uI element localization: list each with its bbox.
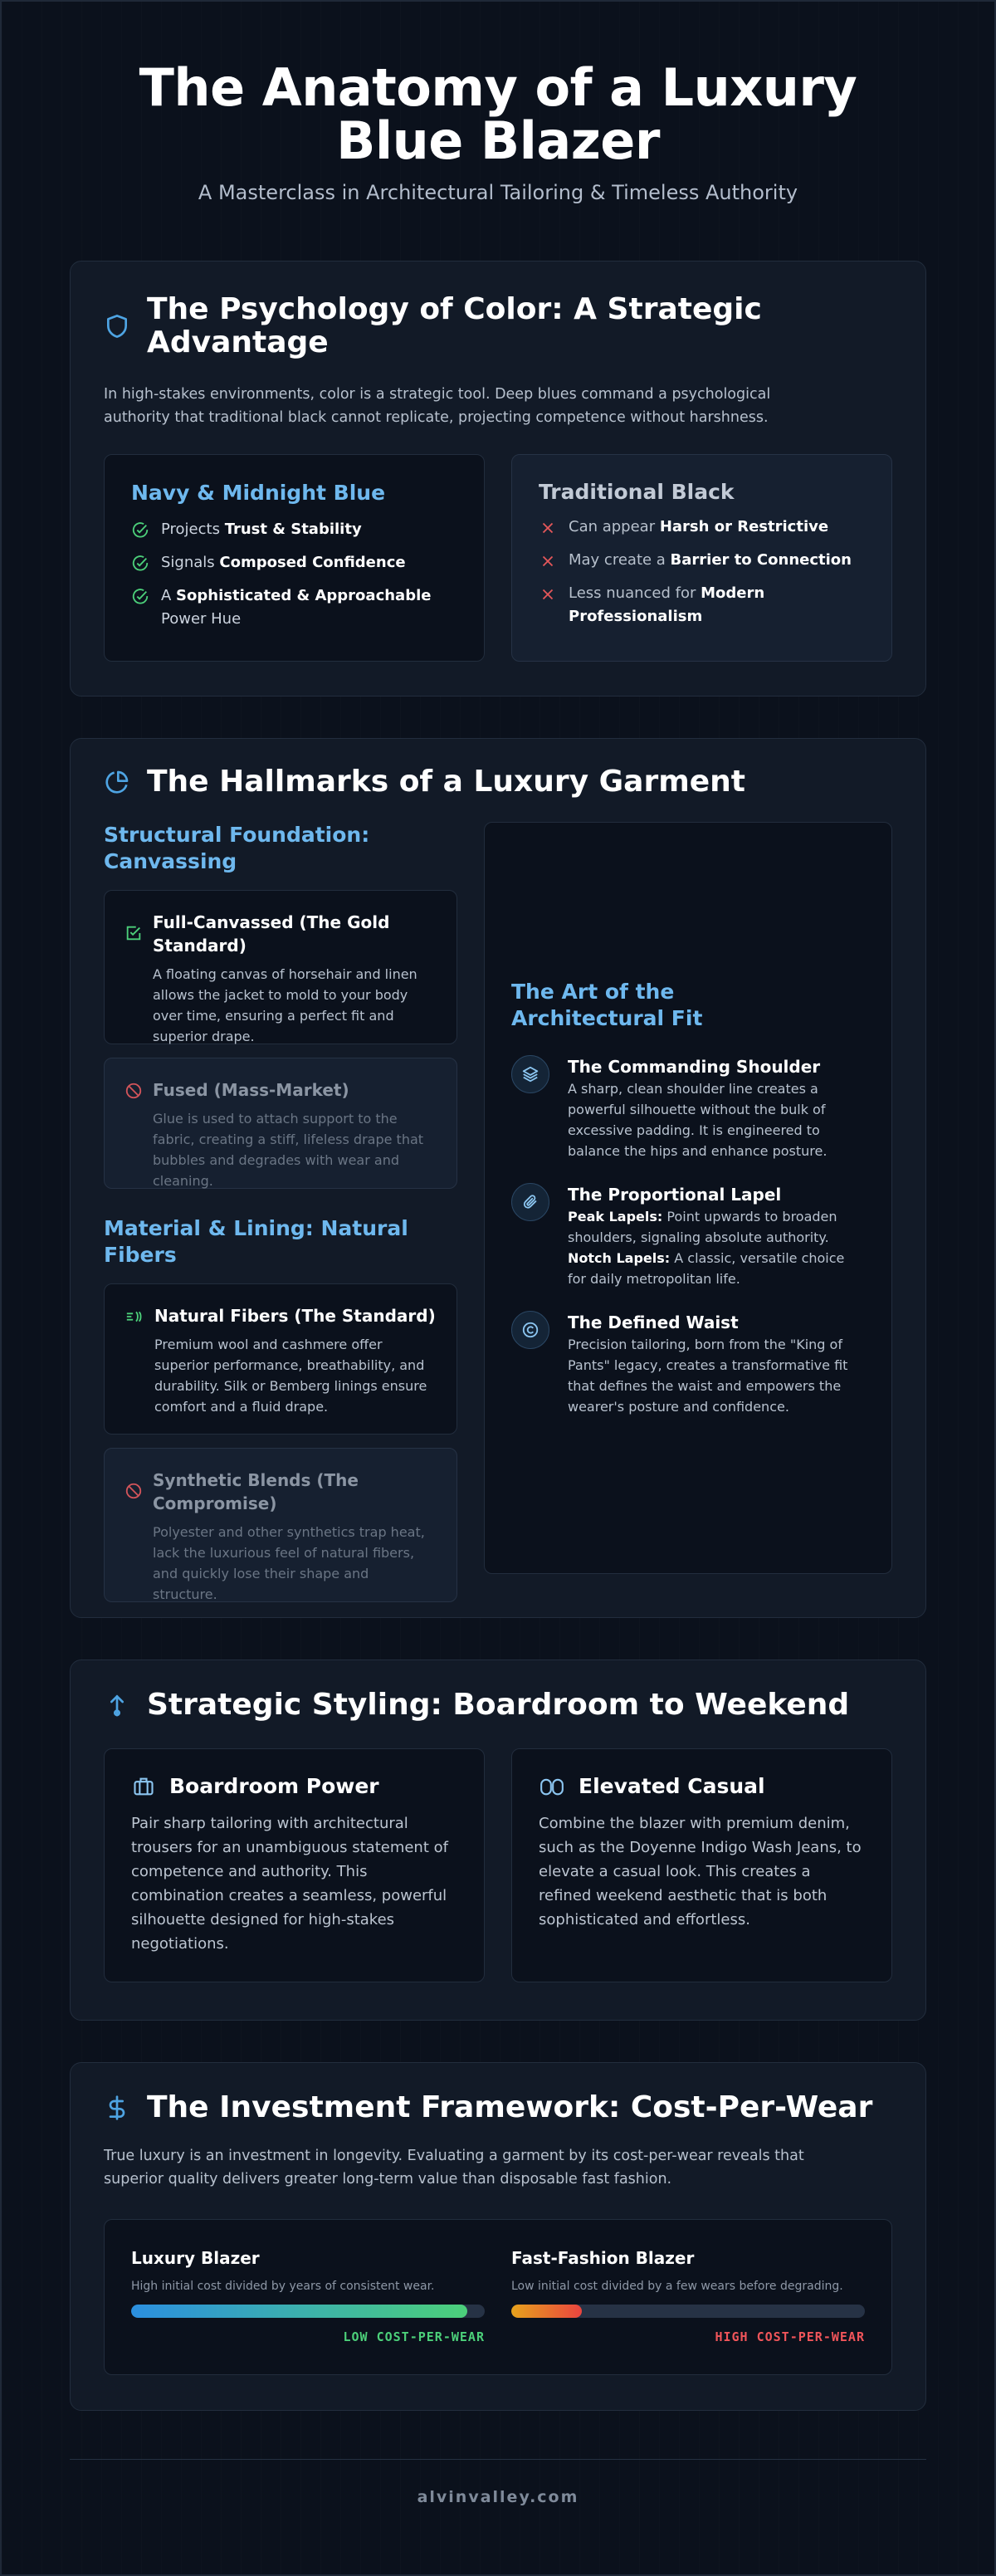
lapel-title: The Proportional Lapel [568, 1185, 782, 1205]
luxury-label: Luxury Blazer [131, 2248, 260, 2268]
x-icon [539, 585, 557, 604]
psychology-header [104, 293, 892, 359]
luxury-tag: LOW COST-PER-WEAR [343, 2329, 485, 2344]
peak-lapel-text: Peak Lapels: Point upwards to broaden shoulders, signaling absolute authority. [568, 1209, 837, 1245]
synthetic-content [153, 1469, 437, 1602]
shoulder-item [511, 1055, 865, 1161]
check-square-icon [124, 924, 143, 942]
prohibited-icon [124, 1082, 143, 1100]
list-item [131, 584, 457, 631]
black-item-text: May create a Barrier to Connection [569, 551, 852, 569]
synthetic-title: Synthetic Blends (The Compromise) [153, 1470, 359, 1513]
fast-bar-fill [511, 2305, 582, 2318]
shoulder-content [568, 1055, 865, 1161]
lapel-item [511, 1183, 865, 1289]
fused-card [104, 1058, 457, 1189]
luxury-bar-fill [131, 2305, 467, 2318]
dollar-icon [104, 2095, 130, 2121]
fast-bar-group [511, 2248, 865, 2346]
prohibited-icon [124, 1482, 143, 1500]
casual-title: Elevated Casual [579, 1774, 765, 1798]
capsule-pair-icon [539, 1775, 565, 1798]
casual-card [511, 1748, 892, 1982]
navy-list [131, 518, 457, 631]
architectural-fit-panel [484, 822, 892, 1574]
full-canvassed-content [153, 911, 437, 1044]
check-circle-icon [131, 555, 149, 573]
hallmarks-title: The Hallmarks of a Luxury Garment [147, 765, 745, 799]
natural-fibers-text: Premium wool and cashmere offer superior performance, breathability, and durability. Silk or Bemberg linings ensure comfort and a fluid drape. [154, 1337, 427, 1415]
psychology-section [70, 261, 926, 697]
list-item [131, 551, 457, 574]
fit-heading: The Art of the Architectural Fit [511, 980, 703, 1030]
navy-heading: Navy & Midnight Blue [131, 481, 386, 505]
boardroom-title: Boardroom Power [169, 1774, 379, 1798]
material-heading: Material & Lining: Natural Fibers [104, 1216, 408, 1267]
waist-title: The Defined Waist [568, 1312, 739, 1332]
navy-panel [104, 454, 485, 662]
fast-bar-track [511, 2305, 865, 2318]
boardroom-text: Pair sharp tailoring with architectural trousers for an unambiguous statement of competence and authority. This combination creates a seamless, powerful silhouette designed for high-stakes negotiations. [131, 1815, 448, 1953]
fast-label: Fast-Fashion Blazer [511, 2248, 695, 2268]
boardroom-header [131, 1774, 457, 1798]
investment-section [70, 2062, 926, 2411]
list-item [539, 549, 865, 572]
black-item-text: Less nuanced for Modern Professionalism [569, 584, 765, 625]
hallmarks-header [104, 765, 892, 799]
black-list [539, 516, 865, 628]
fiber-wave-icon [124, 1308, 144, 1326]
paperclip-icon [511, 1183, 549, 1221]
list-item [539, 516, 865, 539]
hallmarks-left-column [104, 822, 457, 1602]
luxury-bar-track [131, 2305, 485, 2318]
footer-link[interactable]: alvinvalley.com [417, 2488, 579, 2506]
list-item [131, 518, 457, 541]
check-circle-icon [131, 521, 149, 540]
luxury-bar-group [131, 2248, 485, 2346]
synthetic-text: Polyester and other synthetics trap heat, lack the luxurious feel of natural fibers, and quickly lose their shape and structure. [153, 1524, 425, 1602]
natural-fibers-title: Natural Fibers (The Standard) [154, 1306, 436, 1326]
page-title: The Anatomy of a Luxury Blue Blazer [139, 57, 857, 171]
boardroom-card [104, 1748, 485, 1982]
styling-cards [104, 1748, 892, 1982]
black-heading: Traditional Black [539, 480, 735, 504]
fused-text: Glue is used to attach support to the fabric, creating a stiff, lifeless drape that bubbles and degrades with wear and cleaning. [153, 1111, 424, 1189]
psychology-intro: In high-stakes environments, color is a strategic tool. Deep blues command a psychological authority that traditional black cannot replicate, projecting competence without harshness. [104, 386, 771, 426]
shield-icon [104, 313, 130, 340]
black-panel [511, 454, 892, 662]
fused-title: Fused (Mass-Market) [153, 1080, 349, 1100]
waist-content [568, 1311, 865, 1417]
black-item-text: Can appear Harsh or Restrictive [569, 518, 829, 535]
lapel-content [568, 1183, 865, 1289]
psychology-title: The Psychology of Color: A Strategic Advantage [147, 292, 762, 359]
x-icon [539, 552, 557, 570]
casual-text: Combine the blazer with premium denim, such as the Doyenne Indigo Wash Jeans, to elevate a casual look. This creates a refined weekend aesthetic that is both sophisticated and effortless. [539, 1815, 862, 1928]
hallmarks-body [104, 822, 892, 1602]
navy-item-text: A Sophisticated & Approachable Power Hue [161, 587, 432, 628]
natural-fibers-content [154, 1304, 437, 1414]
check-circle-icon [131, 588, 149, 606]
fused-content [153, 1078, 437, 1189]
hallmarks-section [70, 738, 926, 1618]
color-comparison [104, 454, 892, 662]
page-subtitle: A Masterclass in Architectural Tailoring & Timeless Authority [198, 181, 798, 204]
fast-desc: Low initial cost divided by a few wears before degrading. [511, 2280, 843, 2293]
structural-heading: Structural Foundation: Canvassing [104, 823, 370, 873]
investment-intro: True luxury is an investment in longevity. Evaluating a garment by its cost-per-wear reveals that superior quality delivers greater long-term value than disposable fast fashion. [104, 2148, 804, 2187]
investment-title: The Investment Framework: Cost-Per-Wear [147, 2090, 873, 2124]
cost-comparison-panel [104, 2219, 892, 2375]
shoulder-text: A sharp, clean shoulder line creates a powerful silhouette without the bulk of excessive padding. It is engineered to balance the hips and enhance posture. [568, 1081, 828, 1159]
investment-header [104, 2091, 892, 2124]
full-canvassed-text: A floating canvas of horsehair and linen allows the jacket to mold to your body over time, ensuring a perfect fit and superior drape. [153, 966, 417, 1044]
layers-icon [511, 1055, 549, 1093]
luxury-desc: High initial cost divided by years of consistent wear. [131, 2280, 435, 2293]
synthetic-card [104, 1448, 457, 1602]
full-canvassed-title: Full-Canvassed (The Gold Standard) [153, 912, 390, 956]
footer [70, 2459, 926, 2506]
full-canvassed-card [104, 890, 457, 1044]
waist-text: Precision tailoring, born from the "King of Pants" legacy, creates a transformative fit that defines the waist and empowers the wearer's posture and confidence. [568, 1337, 848, 1415]
waist-item [511, 1311, 865, 1417]
styling-title: Strategic Styling: Boardroom to Weekend [147, 1688, 850, 1722]
casual-header [539, 1774, 865, 1798]
shoulder-title: The Commanding Shoulder [568, 1057, 821, 1077]
navy-item-text: Projects Trust & Stability [161, 521, 362, 538]
page-header [70, 2, 926, 261]
notch-lapel-text: Notch Lapels: A classic, versatile choice for daily metropolitan life. [568, 1250, 845, 1287]
x-icon [539, 519, 557, 537]
spiral-icon [511, 1311, 549, 1349]
fast-tag: HIGH COST-PER-WEAR [715, 2329, 865, 2344]
styling-section [70, 1659, 926, 2021]
arrow-up-icon [104, 1692, 130, 1718]
list-item [539, 582, 865, 628]
navy-item-text: Signals Composed Confidence [161, 554, 406, 571]
natural-fibers-card [104, 1283, 457, 1435]
pie-chart-icon [104, 769, 130, 795]
briefcase-icon [131, 1775, 156, 1798]
styling-header [104, 1689, 892, 1722]
